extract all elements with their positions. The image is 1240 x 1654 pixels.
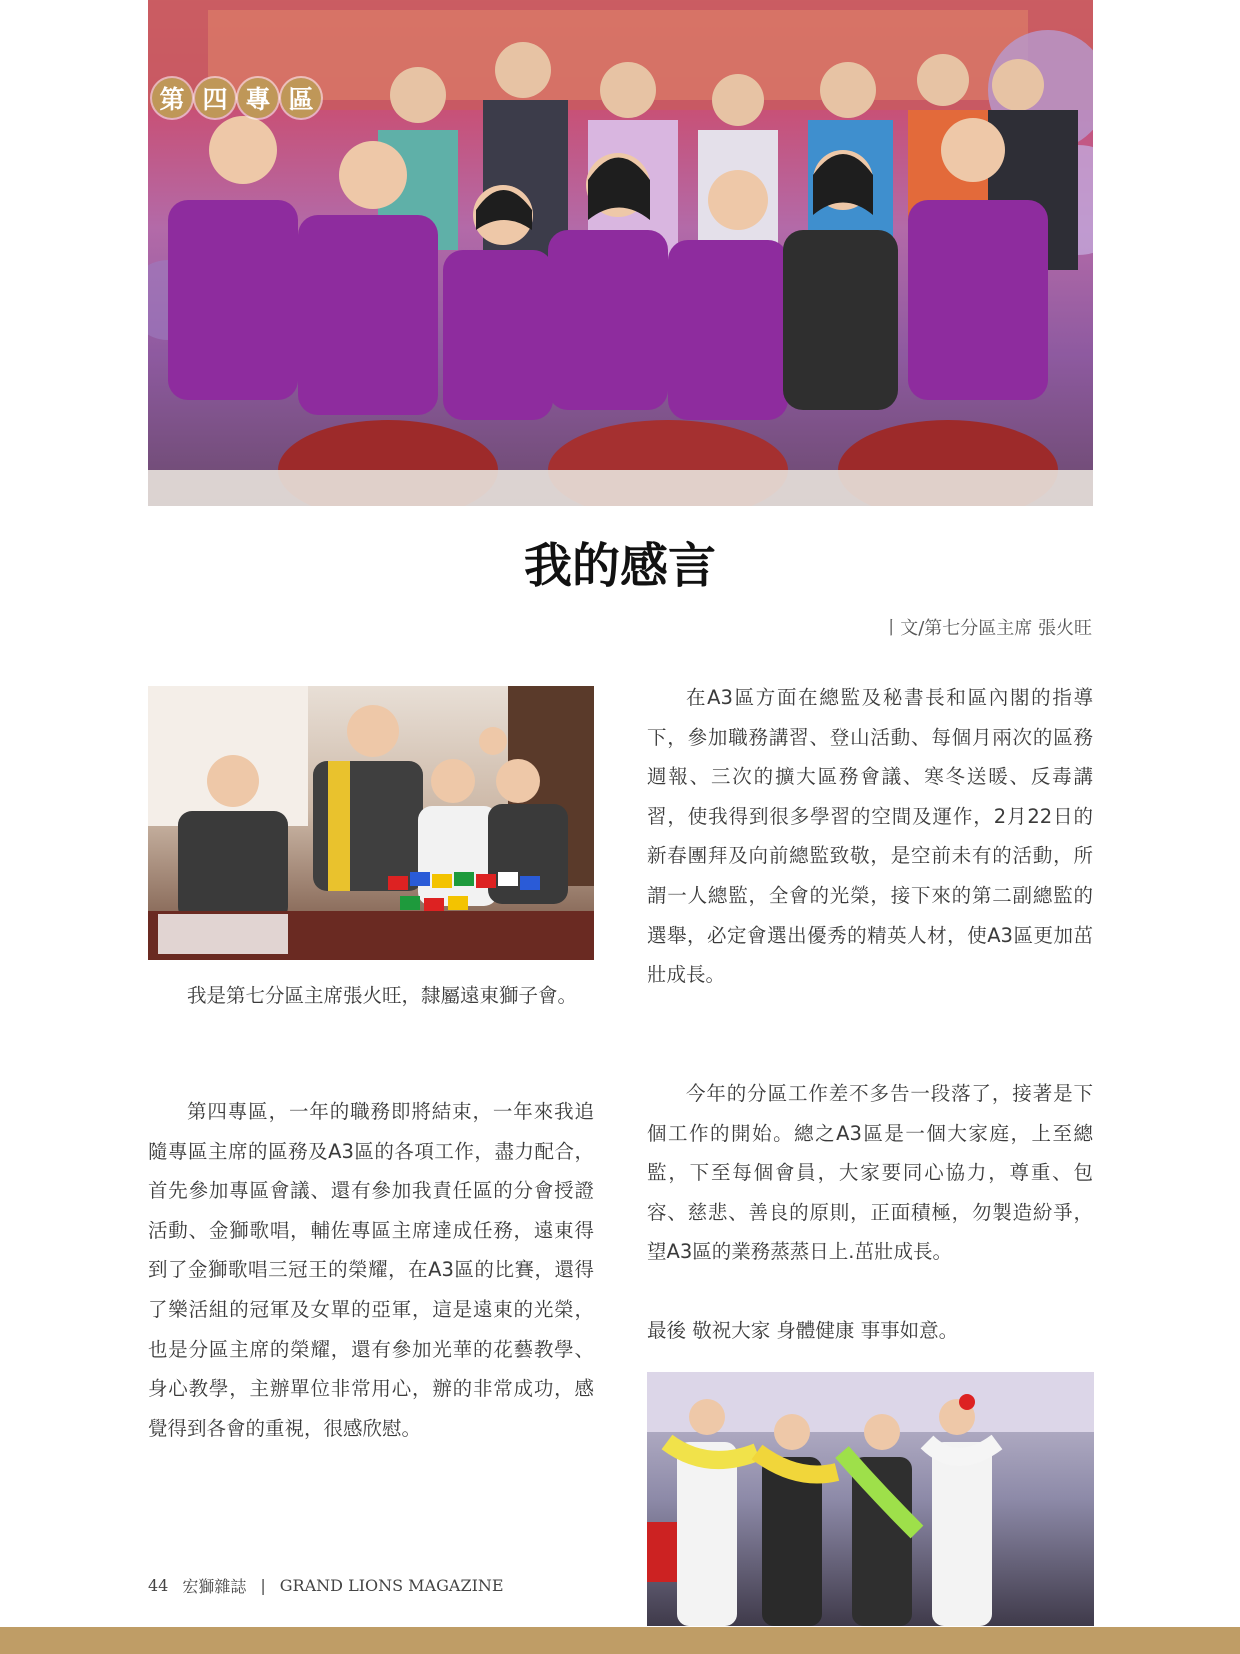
section-badge	[152, 78, 324, 118]
group-photo-illustration	[148, 0, 1093, 506]
magazine-name-en: GRAND LIONS MAGAZINE	[279, 1576, 504, 1595]
left-column-paragraph-2	[148, 1092, 594, 1448]
celebration-photo	[647, 1372, 1094, 1626]
closing-greeting	[647, 1311, 1093, 1351]
section-badge-char: 專	[238, 78, 278, 118]
celebration-photo-illustration	[647, 1372, 1094, 1626]
paragraph-text: 今年的分區工作差不多告一段落了，接著是下個工作的開始。總之A3區是一個大家庭，上至總監，下至每個會員，大家要同心協力，尊重、包容、慈悲、善良的原則，正面積極，勿製造紛爭，望A3區的業務蒸蒸日上.茁壯成長。	[647, 1082, 1093, 1264]
section-badge-char: 第	[152, 78, 192, 118]
page-number: 44	[148, 1576, 169, 1595]
article-byline: 丨文/第七分區主席 張火旺	[882, 618, 1092, 639]
magazine-name-zh: 宏獅雜誌	[182, 1577, 247, 1596]
meeting-photo	[148, 686, 594, 960]
paragraph-text: 我是第七分區主席張火旺，隸屬遠東獅子會。	[187, 984, 578, 1007]
closing-text: 最後 敬祝大家 身體健康 事事如意。	[647, 1319, 959, 1342]
paragraph-text: 在A3區方面在總監及秘書長和區內閣的指導下，參加職務講習、登山活動、每個月兩次的區務週報、三次的擴大區務會議、寒冬送暖、反毒講習，使我得到很多學習的空間及運作，2月22日的新春團拜及向前總監致敬，是空前未有的活動，所謂一人總監，全會的光榮，接下來的第二副總監的選舉，必定會選出優秀的精英人材，使A3區更加茁壯成長。	[647, 686, 1093, 987]
footer-separator: |	[260, 1576, 266, 1595]
bottom-gold-band	[0, 1627, 1240, 1654]
section-badge-char: 區	[281, 78, 321, 118]
section-badge-char: 四	[195, 78, 235, 118]
right-column-paragraph-1	[647, 678, 1093, 995]
meeting-photo-illustration	[148, 686, 594, 960]
paragraph-text: 第四專區，一年的職務即將結束，一年來我追隨專區主席的區務及A3區的各項工作，盡力配合，首先參加專區會議、還有參加我責任區的分會授證活動、金獅歌唱，輔佐專區主席達成任務，遠東得到了金獅歌唱三冠王的榮耀，在A3區的比賽，還得了樂活組的冠軍及女單的亞軍，這是遠東的光榮，也是分區主席的榮耀，還有參加光華的花藝教學、身心教學，主辦單位非常用心，辦的非常成功，感覺得到各會的重視，很感欣慰。	[148, 1100, 594, 1440]
page-footer	[148, 1574, 504, 1597]
group-photo	[148, 0, 1093, 506]
article-title: 我的感言	[523, 538, 716, 594]
right-column-paragraph-2	[647, 1074, 1093, 1272]
left-column-paragraph-1	[148, 976, 594, 1016]
